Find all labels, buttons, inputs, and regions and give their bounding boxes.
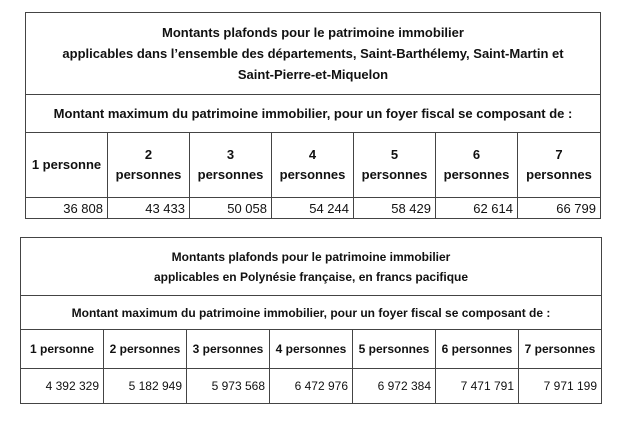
value-cell: 58 429 — [354, 198, 436, 219]
column-header-2: 2 personnes — [108, 133, 190, 198]
value-cell: 6 972 384 — [353, 369, 436, 404]
table-subheader: Montant maximum du patrimoine immobilier, pour un foyer fiscal se composant de : — [26, 95, 601, 133]
title-line: Montants plafonds pour le patrimoine immobilier — [162, 25, 464, 40]
column-header-4: 4 personnes — [272, 133, 354, 198]
column-header-1: 1 personne — [26, 133, 108, 198]
column-header-6: 6 personnes — [436, 330, 519, 369]
column-header-1: 1 personne — [21, 330, 104, 369]
value-cell: 5 973 568 — [187, 369, 270, 404]
value-cell: 7 971 199 — [519, 369, 602, 404]
value-cell: 6 472 976 — [270, 369, 353, 404]
table-metropole — [25, 12, 601, 219]
table-polynesie — [20, 237, 602, 404]
column-header-6: 6 personnes — [436, 133, 518, 198]
table-subheader: Montant maximum du patrimoine immobilier, pour un foyer fiscal se composant de : — [21, 296, 602, 330]
value-cell: 66 799 — [518, 198, 601, 219]
value-cell: 62 614 — [436, 198, 518, 219]
column-header-7: 7 personnes — [518, 133, 601, 198]
title-line: Montants plafonds pour le patrimoine immobilier — [171, 249, 451, 264]
title-line: Saint-Pierre-et-Miquelon — [237, 67, 389, 82]
value-cell: 50 058 — [190, 198, 272, 219]
table-row — [26, 198, 601, 219]
title-line: applicables dans l’ensemble des départements, Saint-Barthélemy, Saint-Martin et — [62, 46, 564, 61]
value-cell: 36 808 — [26, 198, 108, 219]
value-cell: 7 471 791 — [436, 369, 519, 404]
table-title — [26, 13, 601, 95]
value-cell: 54 244 — [272, 198, 354, 219]
table-title — [21, 238, 602, 296]
value-cell: 43 433 — [108, 198, 190, 219]
column-header-3: 3 personnes — [187, 330, 270, 369]
column-header-5: 5 personnes — [353, 330, 436, 369]
column-header-5: 5 personnes — [354, 133, 436, 198]
column-header-3: 3 personnes — [190, 133, 272, 198]
title-line: applicables en Polynésie française, en francs pacifique — [153, 269, 469, 284]
column-header-4: 4 personnes — [270, 330, 353, 369]
column-header-2: 2 personnes — [104, 330, 187, 369]
table-row — [21, 369, 602, 404]
value-cell: 5 182 949 — [104, 369, 187, 404]
value-cell: 4 392 329 — [21, 369, 104, 404]
column-header-7: 7 personnes — [519, 330, 602, 369]
